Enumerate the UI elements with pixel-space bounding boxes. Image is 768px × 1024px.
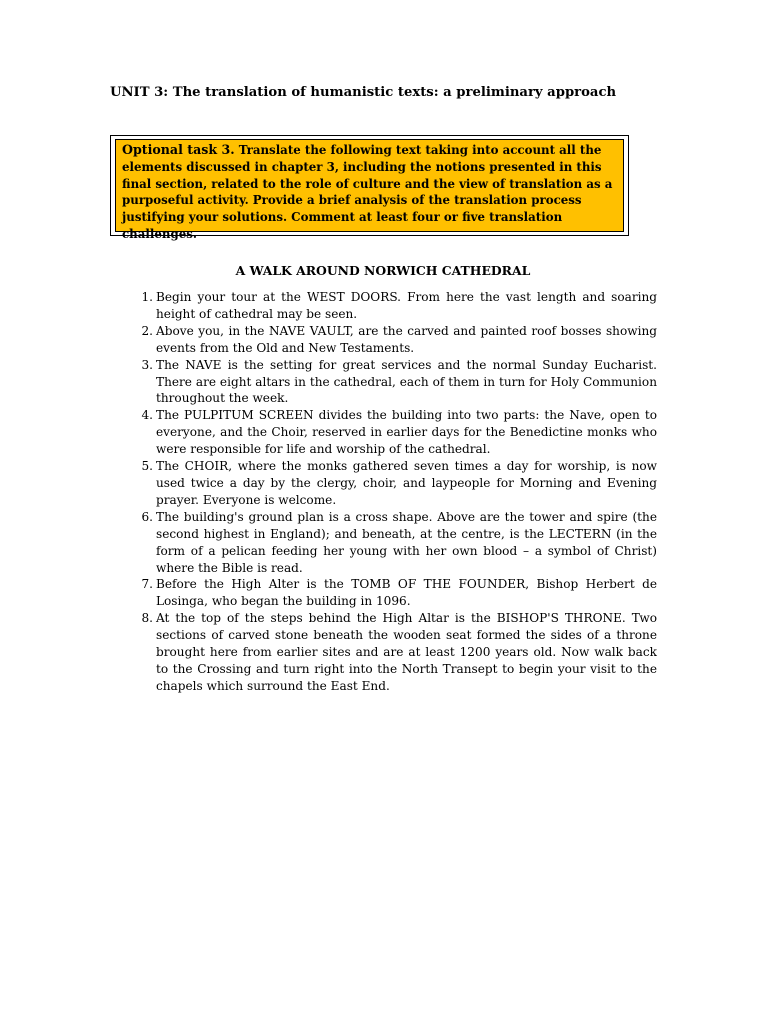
tour-stop-text: The CHOIR, where the monks gathered seven times a day for worship, is now used twice a day by the clergy, choir, and laypeople for Morning and Evening prayer. Everyone is welcome. bbox=[156, 459, 657, 507]
tour-stop bbox=[141, 289, 657, 323]
tour-stop bbox=[141, 357, 657, 408]
tour-stop-text: The NAVE is the setting for great services and the normal Sunday Eucharist. There are eight altars in the cathedral, each of them in turn for Holy Communion throughout the week. bbox=[156, 357, 657, 406]
tour-stop-text: The PULPITUM SCREEN divides the building into two parts: the Nave, open to everyone, and the Choir, reserved in earlier days for the Benedictine monks who were responsible for life and worship of the cathedral. bbox=[156, 408, 657, 457]
tour-stop bbox=[141, 610, 657, 695]
tour-stop-number: 3. bbox=[141, 357, 153, 372]
tour-stop bbox=[141, 323, 657, 357]
tour-stop-text: At the top of the steps behind the High Altar is the BISHOP'S THRONE. Two sections of carved stone beneath the wooden seat formed the sides of a throne brought here from earlier sites and are at least 1200 years old. Now walk back to the Crossing and turn right into the North Transept to begin your visit to the chapels which surround the East End. bbox=[156, 611, 657, 693]
tour-stops-list bbox=[141, 289, 657, 695]
tour-stop bbox=[141, 407, 657, 458]
tour-stop-number: 8. bbox=[141, 611, 153, 626]
optional-task-content bbox=[115, 139, 624, 241]
tour-stop-text: Above you, in the NAVE VAULT, are the carved and painted roof bosses showing events from the Old and New Testaments. bbox=[156, 323, 657, 355]
walk-title: A WALK AROUND NORWICH CATHEDRAL bbox=[235, 263, 531, 278]
tour-stop-number: 5. bbox=[141, 459, 153, 474]
tour-stop-text: Before the High Alter is the TOMB OF THE FOUNDER, Bishop Herbert de Losinga, who began the building in 1096. bbox=[156, 577, 657, 609]
optional-task-box bbox=[110, 135, 629, 241]
unit-heading: UNIT 3: The translation of humanistic texts: a preliminary approach bbox=[110, 85, 617, 100]
tour-stop-number: 1. bbox=[141, 290, 153, 304]
tour-stop bbox=[141, 576, 657, 610]
optional-task-label: Optional task 3. bbox=[122, 142, 235, 157]
tour-stop-number: 2. bbox=[141, 323, 153, 338]
tour-stop bbox=[141, 509, 657, 577]
tour-stop-number: 7. bbox=[141, 577, 153, 592]
tour-stop bbox=[141, 458, 657, 509]
optional-task-text: Translate the following text taking into account all the elements discussed in chapter 3, including the notions presented in this final section, related to the role of culture and the view of translation as a purposeful activity. Provide a brief analysis of the translation process justifying your solutions. Comment at least four or five translation challenges. bbox=[122, 143, 613, 241]
tour-stop-number: 4. bbox=[141, 408, 153, 423]
tour-stop-number: 6. bbox=[141, 509, 153, 524]
tour-stop-text: Begin your tour at the WEST DOORS. From here the vast length and soaring height of cathedral may be seen. bbox=[156, 290, 657, 321]
tour-stop-text: The building's ground plan is a cross shape. Above are the tower and spire (the second highest in England); and beneath, at the centre, is the LECTERN (in the form of a pelican feeding her young with her own blood – a symbol of Christ) where the Bible is read. bbox=[156, 509, 657, 575]
